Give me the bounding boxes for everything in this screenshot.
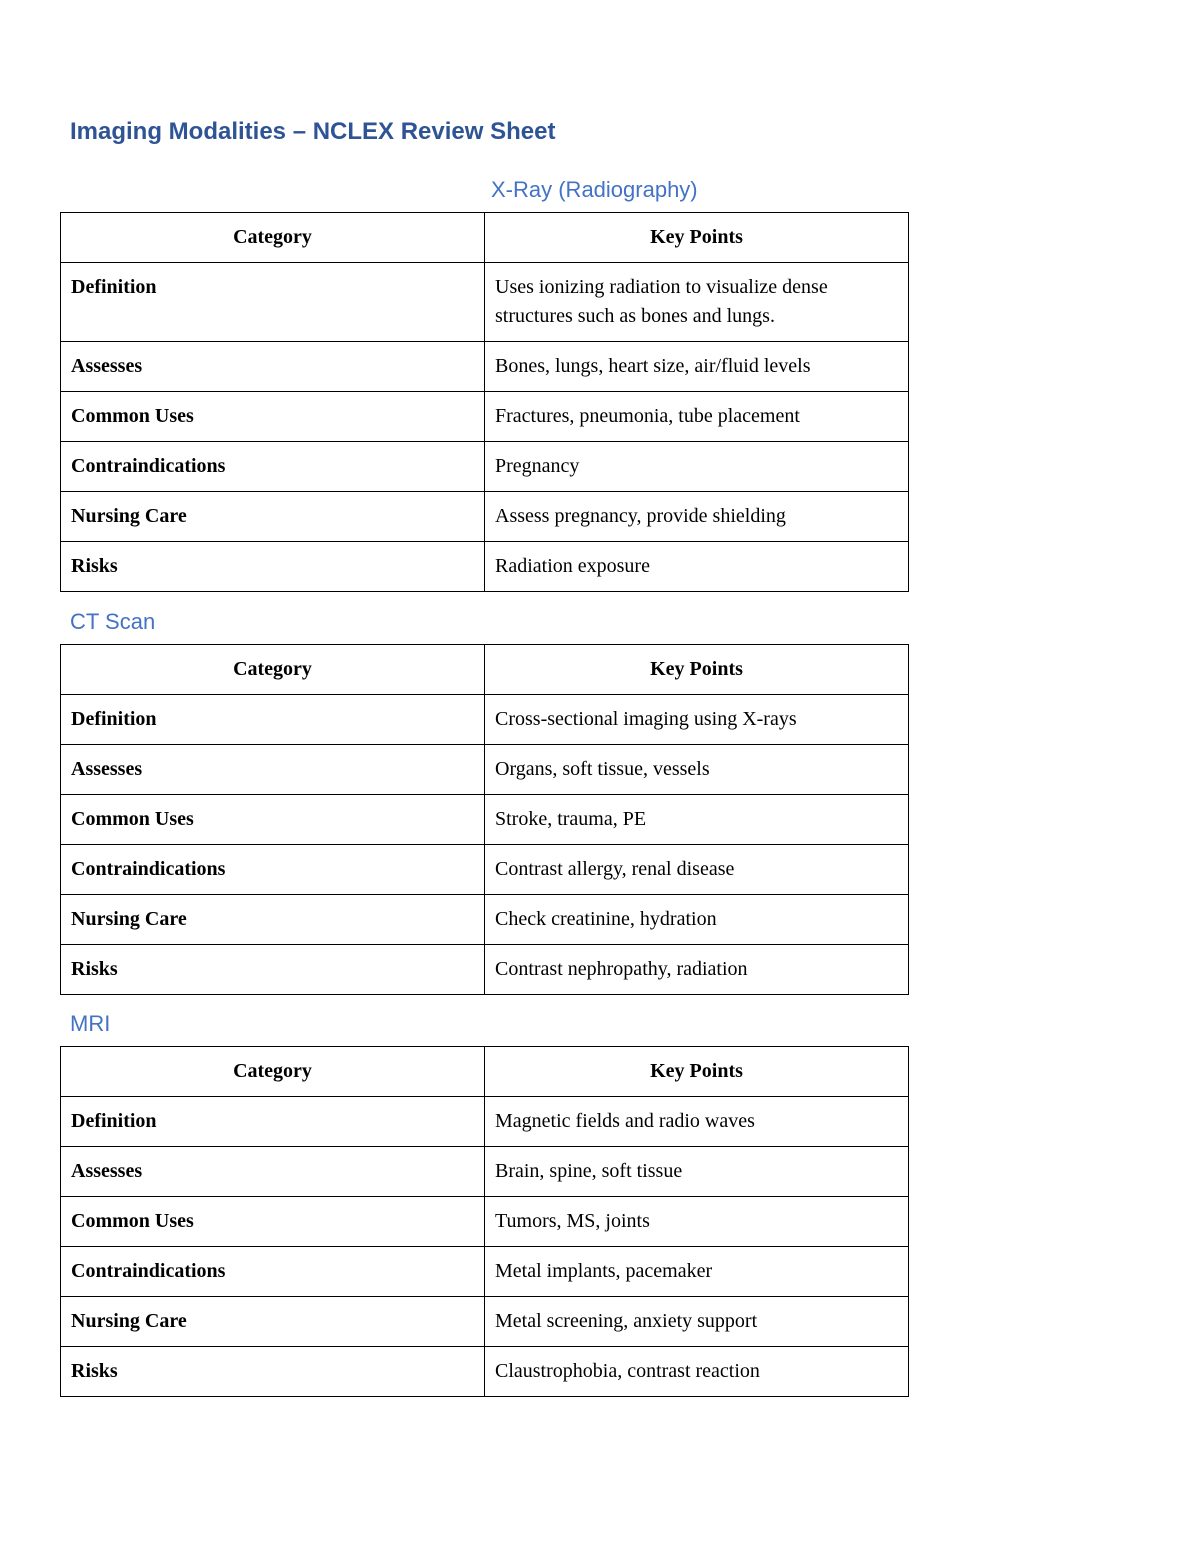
row-category: Contraindications	[61, 1247, 485, 1297]
row-category: Assesses	[61, 1147, 485, 1197]
section-heading-mri: MRI	[70, 1011, 111, 1036]
column-header-category: Category	[61, 1047, 485, 1097]
table-row	[61, 745, 909, 795]
table-row	[61, 392, 909, 442]
row-key-points: Uses ionizing radiation to visualize dense structures such as bones and lungs.	[485, 263, 909, 342]
row-key-points: Radiation exposure	[485, 542, 909, 592]
column-header-key-points: Key Points	[485, 1047, 909, 1097]
row-key-points: Organs, soft tissue, vessels	[485, 745, 909, 795]
table-row	[61, 342, 909, 392]
row-category: Common Uses	[61, 1197, 485, 1247]
column-header-category: Category	[61, 213, 485, 263]
row-category: Risks	[61, 542, 485, 592]
row-key-points: Brain, spine, soft tissue	[485, 1147, 909, 1197]
row-key-points: Contrast allergy, renal disease	[485, 845, 909, 895]
table-header-row	[61, 1047, 909, 1097]
row-category: Assesses	[61, 342, 485, 392]
xray-table	[60, 212, 909, 592]
table-row	[61, 492, 909, 542]
column-header-category: Category	[61, 645, 485, 695]
table-row	[61, 795, 909, 845]
column-header-key-points: Key Points	[485, 213, 909, 263]
table-row	[61, 895, 909, 945]
table-row	[61, 695, 909, 745]
row-key-points: Stroke, trauma, PE	[485, 795, 909, 845]
table-row	[61, 845, 909, 895]
row-key-points: Contrast nephropathy, radiation	[485, 945, 909, 995]
column-header-key-points: Key Points	[485, 645, 909, 695]
table-row	[61, 1097, 909, 1147]
row-category: Risks	[61, 945, 485, 995]
table-row	[61, 442, 909, 492]
row-key-points: Claustrophobia, contrast reaction	[485, 1347, 909, 1397]
section-heading-ct: CT Scan	[70, 609, 156, 634]
row-key-points: Bones, lungs, heart size, air/fluid levels	[485, 342, 909, 392]
table-header-row	[61, 213, 909, 263]
table-row	[61, 1297, 909, 1347]
row-key-points: Check creatinine, hydration	[485, 895, 909, 945]
row-category: Contraindications	[61, 442, 485, 492]
row-key-points: Metal implants, pacemaker	[485, 1247, 909, 1297]
row-category: Nursing Care	[61, 895, 485, 945]
row-category: Nursing Care	[61, 1297, 485, 1347]
row-category: Risks	[61, 1347, 485, 1397]
table-header-row	[61, 645, 909, 695]
row-category: Definition	[61, 695, 485, 745]
section-heading-xray: X-Ray (Radiography)	[491, 177, 698, 202]
row-key-points: Metal screening, anxiety support	[485, 1297, 909, 1347]
row-key-points: Fractures, pneumonia, tube placement	[485, 392, 909, 442]
mri-table	[60, 1046, 909, 1397]
table-row	[61, 1147, 909, 1197]
row-key-points: Pregnancy	[485, 442, 909, 492]
row-key-points: Assess pregnancy, provide shielding	[485, 492, 909, 542]
table-row	[61, 945, 909, 995]
row-key-points: Tumors, MS, joints	[485, 1197, 909, 1247]
row-category: Nursing Care	[61, 492, 485, 542]
ct-table	[60, 644, 909, 995]
row-key-points: Magnetic fields and radio waves	[485, 1097, 909, 1147]
table-row	[61, 1347, 909, 1397]
row-category: Common Uses	[61, 795, 485, 845]
row-category: Assesses	[61, 745, 485, 795]
row-key-points: Cross-sectional imaging using X-rays	[485, 695, 909, 745]
row-category: Definition	[61, 263, 485, 342]
row-category: Common Uses	[61, 392, 485, 442]
table-row	[61, 1197, 909, 1247]
table-row	[61, 542, 909, 592]
document-title: Imaging Modalities – NCLEX Review Sheet	[70, 118, 556, 145]
row-category: Definition	[61, 1097, 485, 1147]
row-category: Contraindications	[61, 845, 485, 895]
table-row	[61, 1247, 909, 1297]
table-row	[61, 263, 909, 342]
